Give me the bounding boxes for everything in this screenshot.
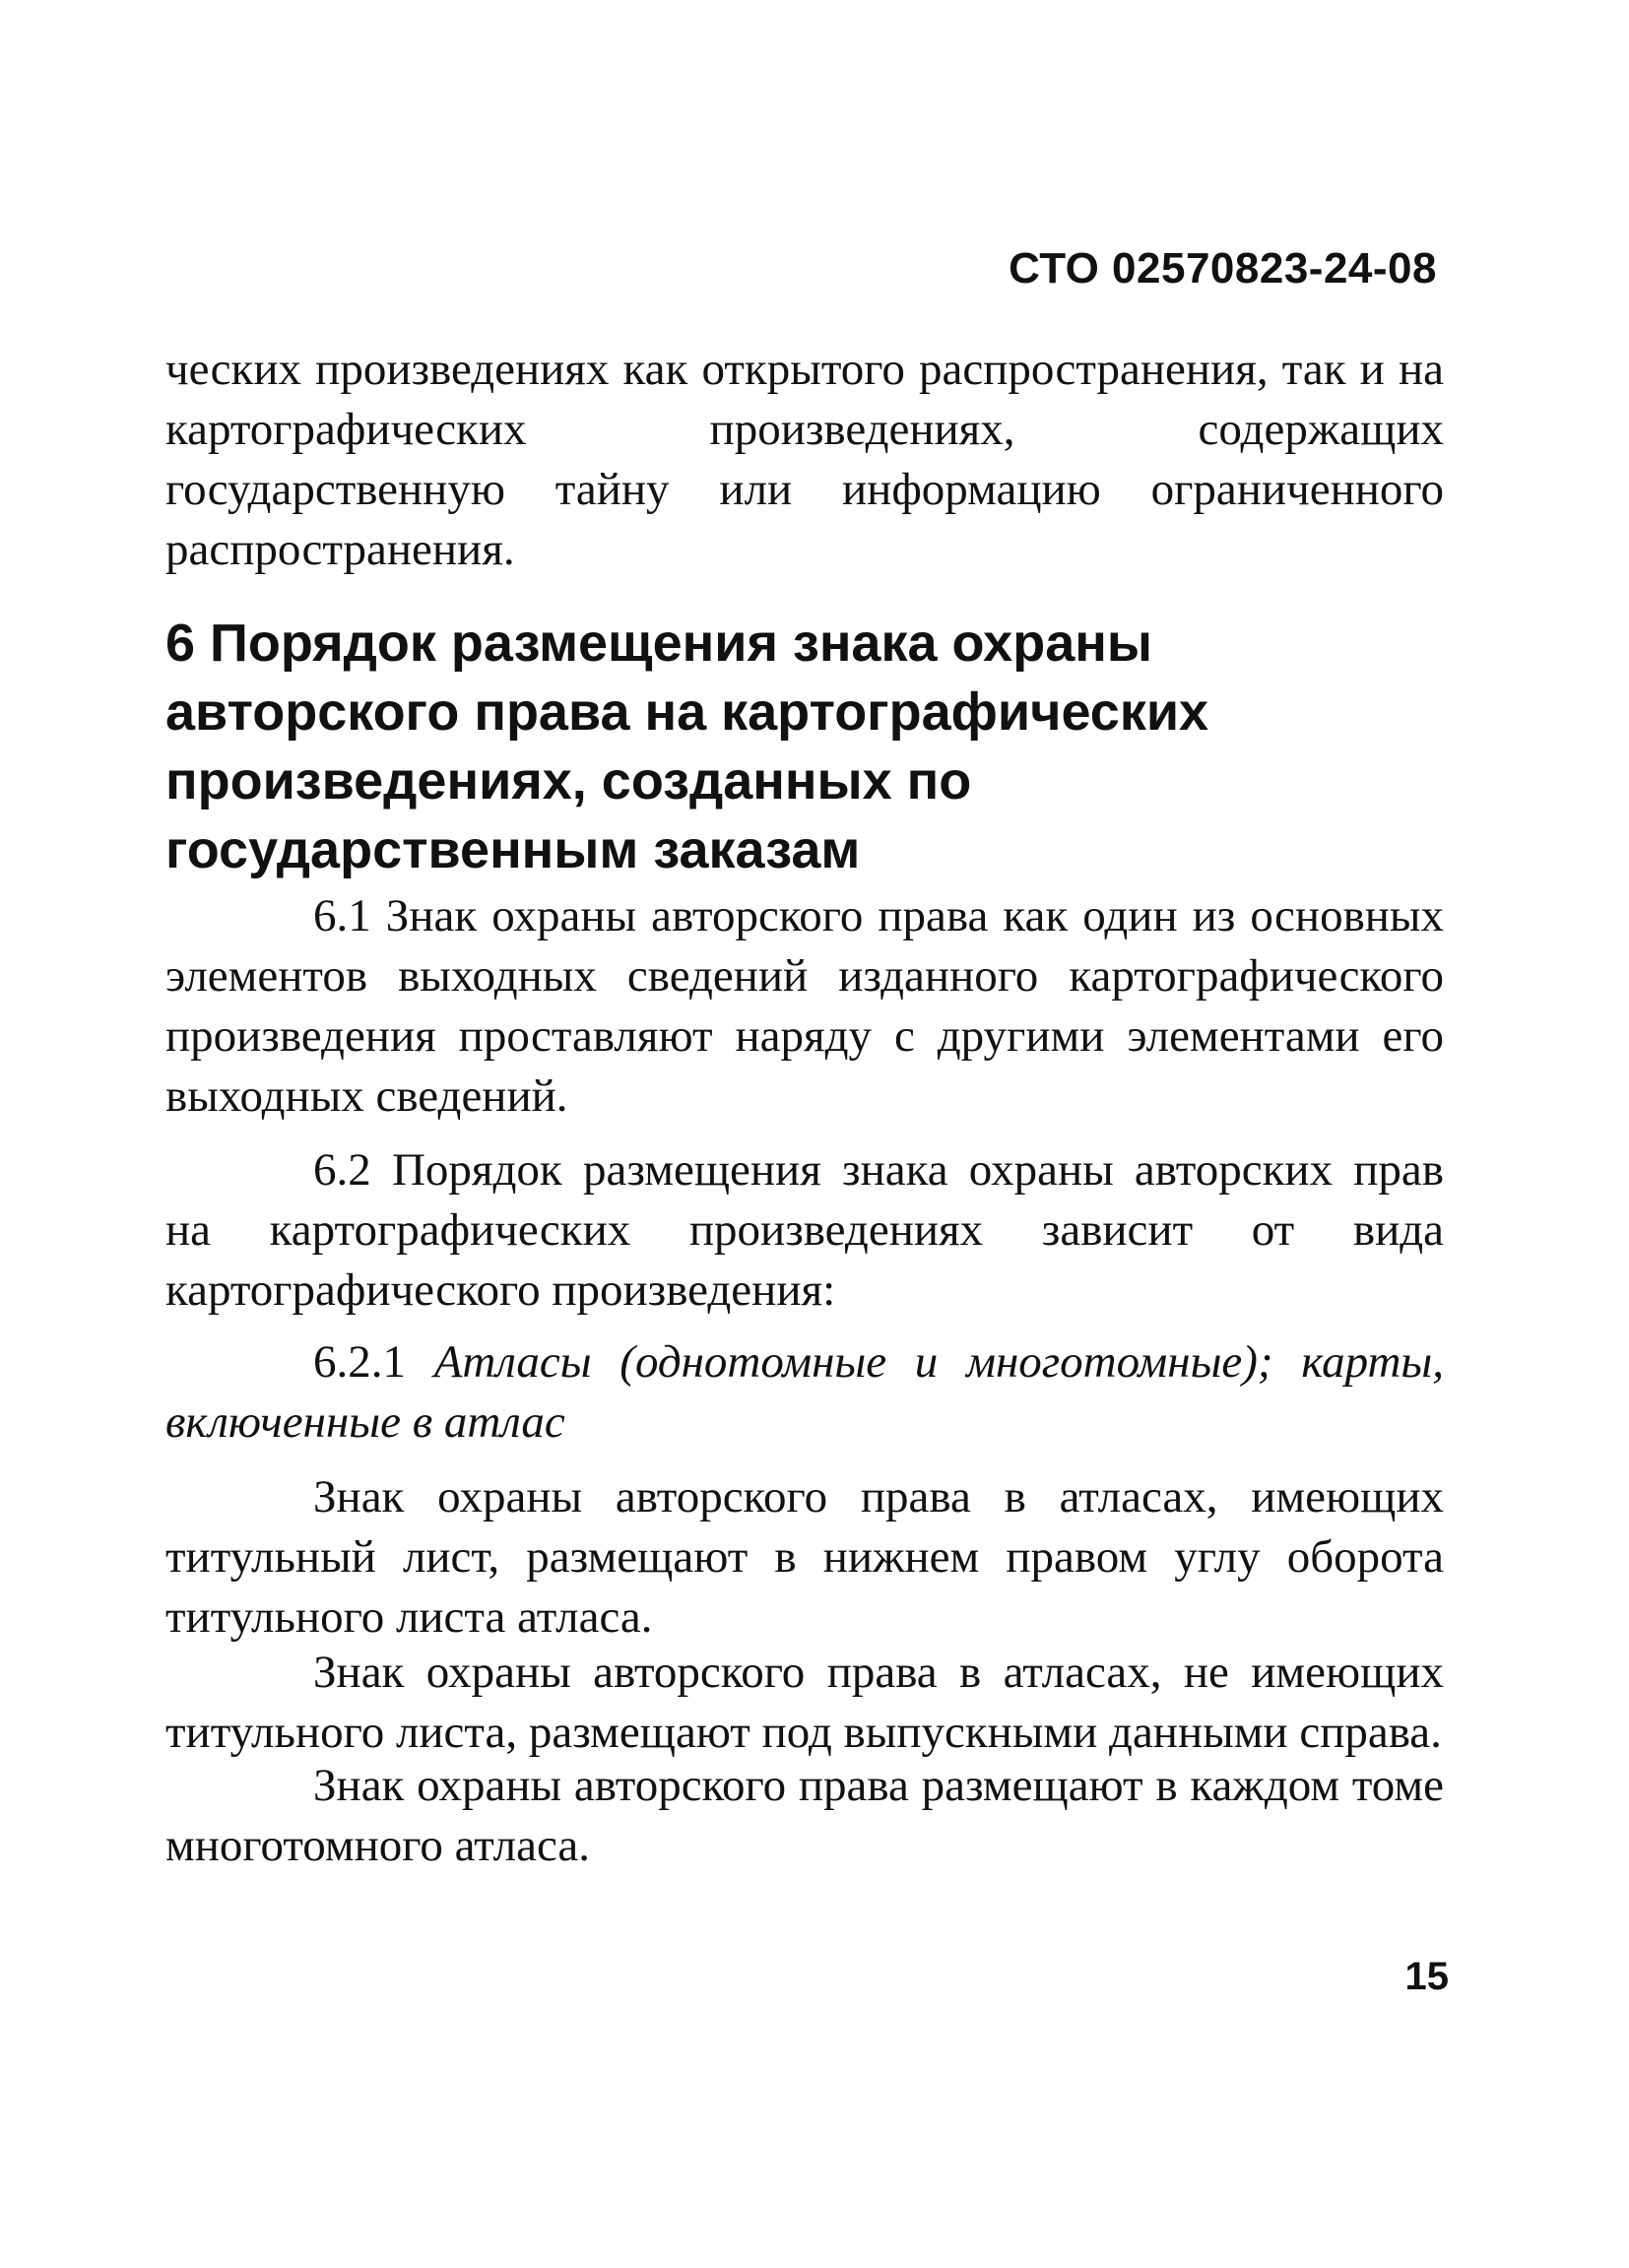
paragraph-multivolume-atlas: Знак охраны авторского права размещают в каждом томе многотомного атласа. (165, 1760, 1444, 1871)
section-heading-line: 6 Порядок размещения знака охраны (165, 614, 1152, 673)
paragraph-6-2-1 (165, 1332, 1444, 1453)
paragraph-6-1: 6.1 Знак охраны авторского права как один из основных элементов выходных сведений изданного картографического произведения проставляют наряду с другими элементами его выходных сведений. (165, 890, 1444, 1122)
section-heading-line: произведениях, созданных по (165, 751, 972, 810)
subsection-number: 6.2.1 (313, 1336, 434, 1388)
section-heading (165, 609, 1466, 884)
section-heading-line: государственным заказам (165, 820, 861, 879)
document-code: СТО 02570823-24-08 (1009, 244, 1437, 292)
paragraph-atlas-no-title-page: Знак охраны авторского права в атласах, не имеющих титульного листа, размещают под выпускными данными справа. (165, 1647, 1444, 1758)
subsection-title: Атласы (однотомные и многотомные); карты, включенные в атлас (165, 1336, 1445, 1448)
page-number: 15 (1404, 1955, 1449, 1998)
continuation-paragraph: ческих произведениях как открытого распространения, так и на картографических произведениях, содержащих государственную тайну или информацию ограниченного распространения. (165, 344, 1444, 575)
section-heading-line: авторского права на картографических (165, 682, 1209, 742)
paragraph-atlas-title-page: Знак охраны авторского права в атласах, имеющих титульный лист, размещают в нижнем правом углу оборота титульного листа атласа. (165, 1471, 1444, 1643)
paragraph-6-2: 6.2 Порядок размещения знака охраны авторских прав на картографических произведениях зависит от вида картографического произведения: (165, 1144, 1444, 1316)
